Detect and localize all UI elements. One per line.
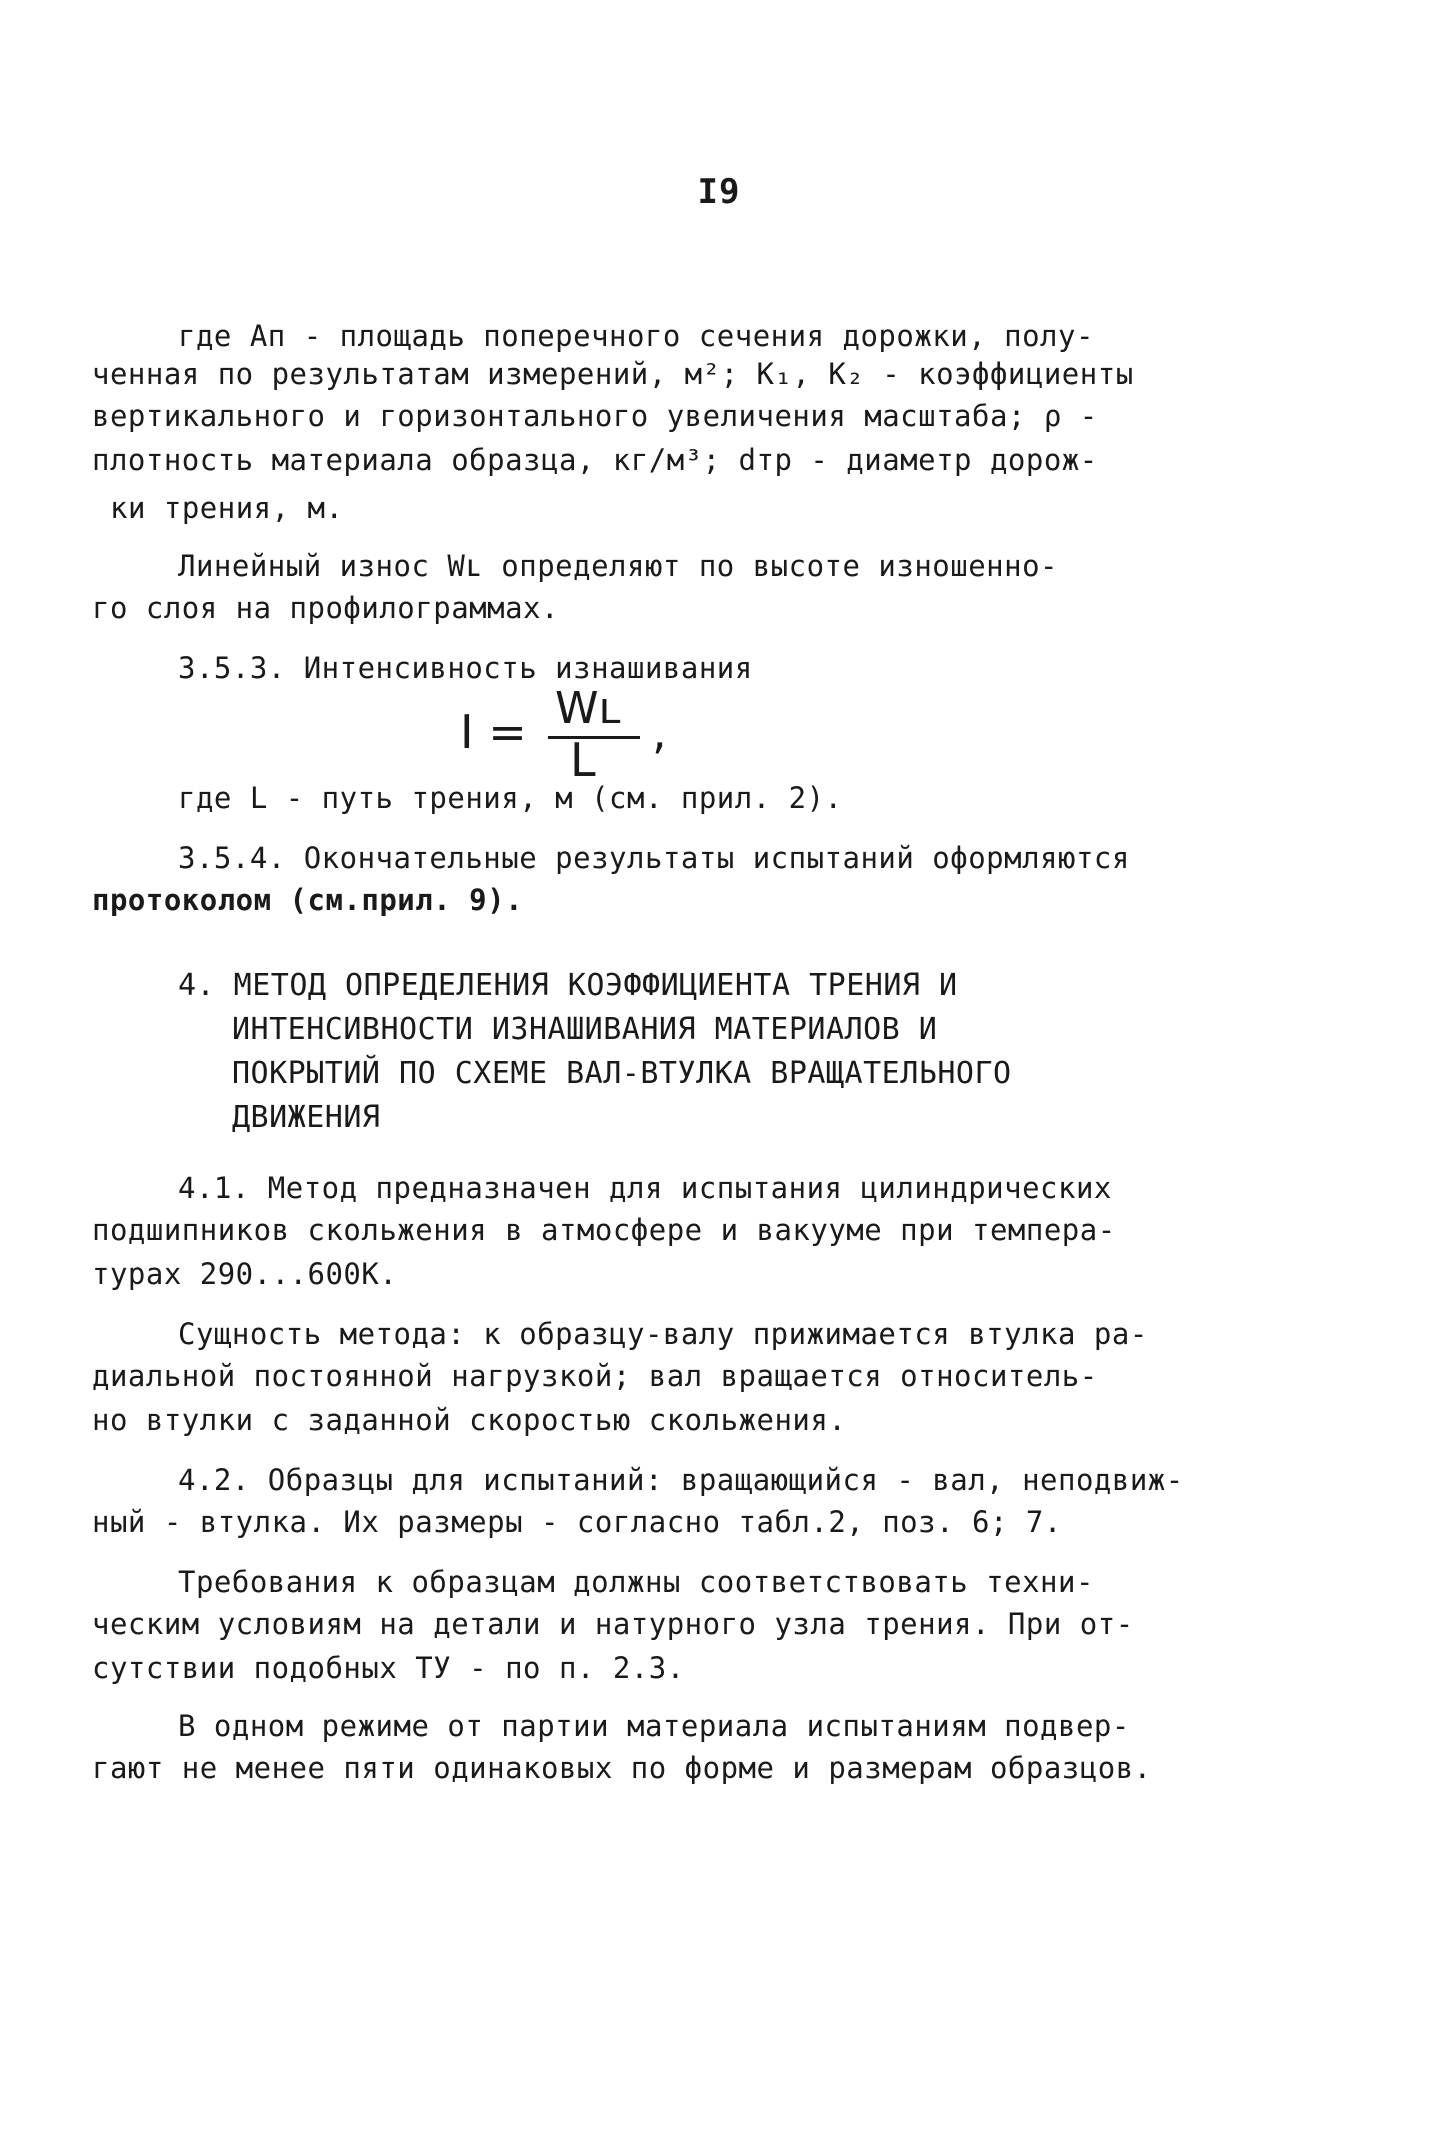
- text-line: 4.1. Метод предназначен для испытания цилиндрических: [178, 1171, 1112, 1205]
- text-line: 3.5.4. Окончательные результаты испытаний оформляются: [178, 841, 1130, 875]
- text-line: 4.2. Образцы для испытаний: вращающийся - вал, неподвиж-: [178, 1463, 1184, 1497]
- text-line: ный - втулка. Их размеры - согласно табл.2, поз. 6; 7.: [92, 1505, 1062, 1539]
- text-line: го слоя на профилограммах.: [92, 591, 559, 625]
- text-line: В одном режиме от партии материала испытаниям подвер-: [178, 1709, 1130, 1743]
- text-line: ческим условиям на детали и натурного узла трения. При от-: [92, 1607, 1134, 1641]
- text-line: вертикального и горизонтального увеличения масштаба; ρ -: [92, 399, 1098, 433]
- section-heading: ПОКРЫТИЙ ПО СХЕМЕ ВАЛ-ВТУЛКА ВРАЩАТЕЛЬНОГО: [232, 1056, 1012, 1091]
- wear-intensity-formula: [460, 683, 680, 787]
- text-line: сутствии подобных ТУ - по п. 2.3.: [92, 1651, 685, 1685]
- text-line: ки трения, м.: [110, 491, 344, 525]
- text-line: Требования к образцам должны соответствовать техни-: [178, 1565, 1094, 1599]
- text-line: 3.5.3. Интенсивность изнашивания: [178, 651, 753, 685]
- text-line: Сущность метода: к образцу-валу прижимается втулка ра-: [178, 1317, 1148, 1351]
- section-heading: ИНТЕНСИВНОСТИ ИЗНАШИВАНИЯ МАТЕРИАЛОВ И: [232, 1012, 938, 1047]
- text-line: протоколом (см.прил. 9).: [92, 883, 524, 917]
- formula-numerator: Wʟ: [555, 683, 621, 734]
- text-line: где L - путь трения, м (см. прил. 2).: [178, 781, 843, 815]
- text-line: турах 290...600К.: [92, 1257, 398, 1291]
- text-line: подшипников скольжения в атмосфере и вакууме при темпера-: [92, 1213, 1116, 1247]
- formula-lhs: I =: [460, 705, 527, 759]
- formula-denominator: L: [570, 733, 596, 787]
- text-line: плотность материала образца, кг/м³; dтр - диаметр дорож-: [92, 443, 1098, 477]
- text-line: диальной постоянной нагрузкой; вал вращается относитель-: [92, 1359, 1098, 1393]
- text-line: ченная по результатам измерений, м²; K₁, K₂ - коэффициенты: [92, 357, 1134, 391]
- section-heading: ДВИЖЕНИЯ: [232, 1100, 381, 1135]
- formula-comma: ,: [652, 705, 667, 759]
- text-line: гают не менее пяти одинаковых по форме и размерам образцов.: [92, 1751, 1152, 1785]
- page-number: I9: [697, 172, 741, 212]
- section-heading: 4. МЕТОД ОПРЕДЕЛЕНИЯ КОЭФФИЦИЕНТА ТРЕНИЯ И: [178, 968, 958, 1003]
- text-line: но втулки с заданной скоростью скольжения.: [92, 1403, 847, 1437]
- text-line: где Aп - площадь поперечного сечения дорожки, полу-: [178, 319, 1094, 353]
- text-line: Линейный износ Wʟ определяют по высоте изношенно-: [178, 549, 1059, 583]
